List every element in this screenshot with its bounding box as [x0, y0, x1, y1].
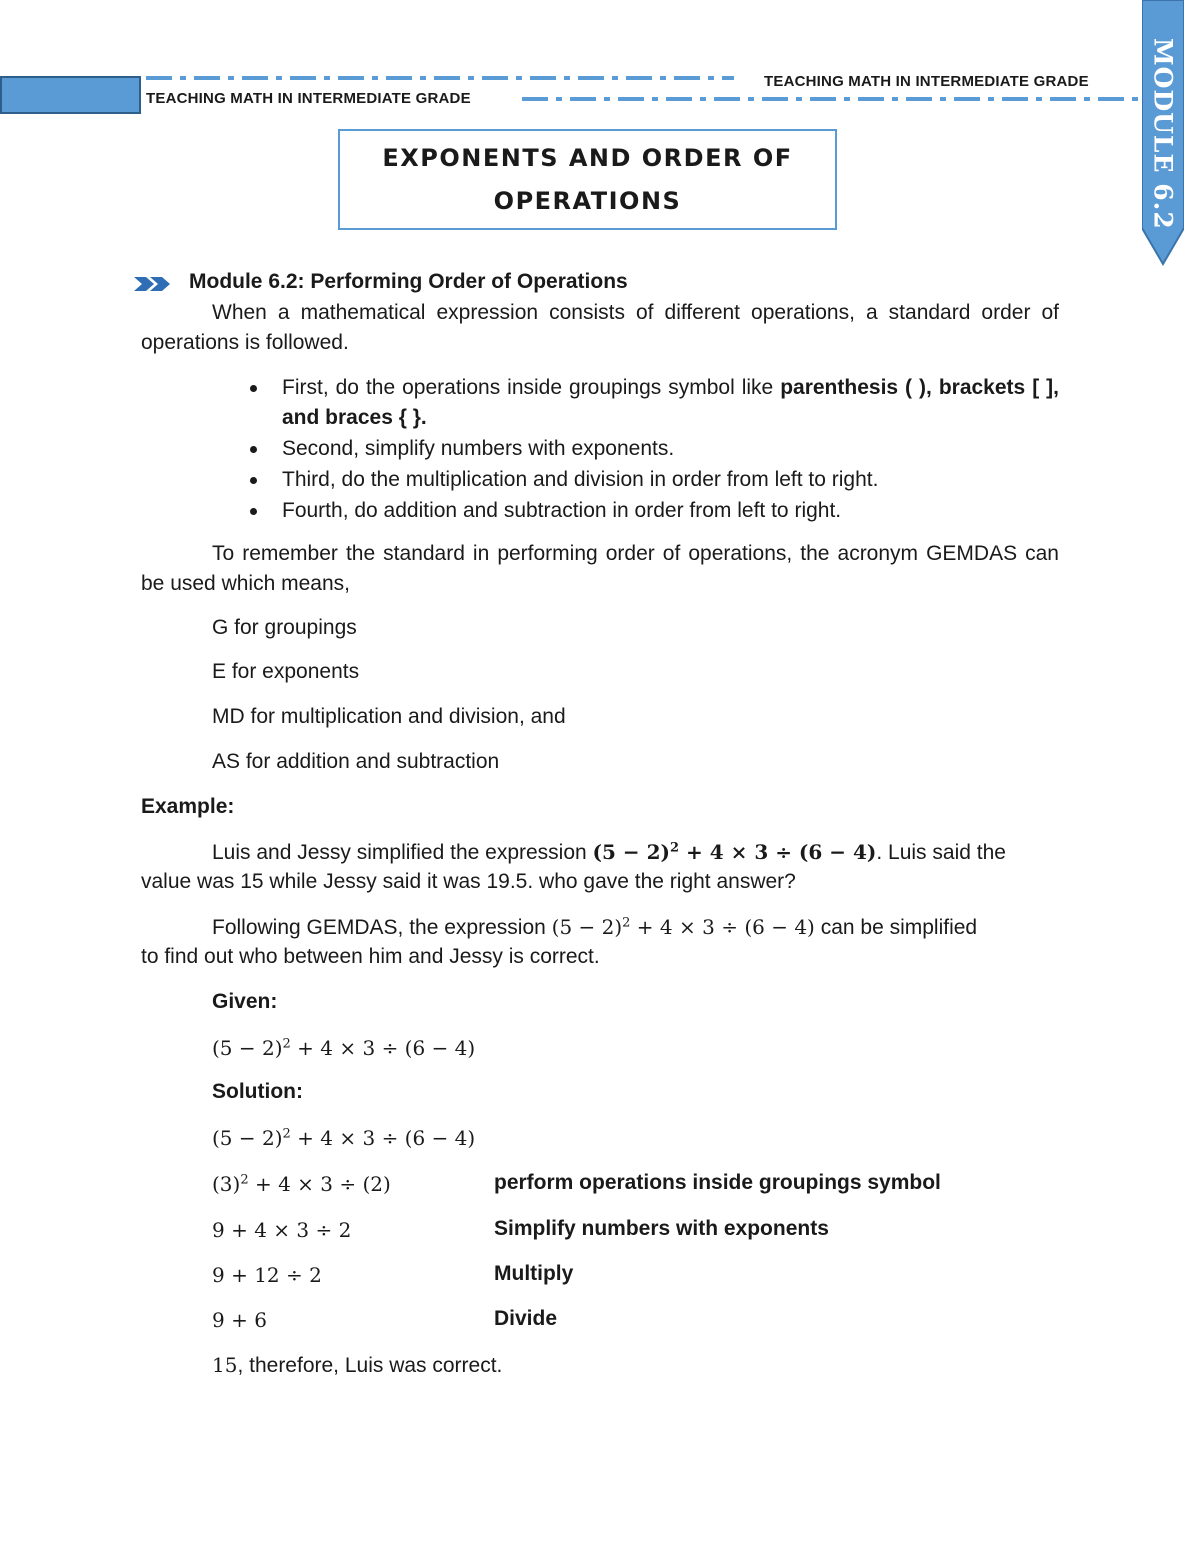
problem-expression	[593, 840, 877, 864]
header-title-left: TEACHING MATH IN INTERMEDIATE GRADE	[146, 90, 471, 107]
list-item-first	[248, 373, 1059, 433]
rule-third-text: Third, do the multiplication and division in order from left to right.	[282, 468, 879, 491]
follow-text-a: Following GEMDAS, the expression	[212, 916, 552, 939]
double-chevron-right-icon	[132, 273, 176, 295]
list-item-second	[248, 434, 1059, 464]
list-item-third	[248, 465, 1059, 495]
rule-first-text: First, do the operations inside groupings symbol like	[282, 376, 781, 399]
step-3-note: Simplify numbers with exponents	[494, 1217, 829, 1240]
expr-base: (5 − 2)	[212, 1036, 283, 1060]
conclusion-number: 15	[212, 1353, 238, 1377]
expr-rest: + 4 × 3 ÷ (6 − 4)	[630, 915, 815, 939]
title-box	[338, 129, 837, 230]
gemdas-as: AS for addition and subtraction	[212, 750, 500, 773]
solution-step-3: 9 + 4 × 3 ÷ 2	[212, 1218, 352, 1242]
rule-first-bold: parenthesis ( ), brackets [ ], and braces { }.	[282, 376, 1059, 429]
conclusion	[212, 1353, 502, 1378]
page-title-line-1: EXPONENTS AND ORDER OF	[382, 143, 793, 172]
expr-exponent: 2	[622, 915, 631, 931]
order-of-operations-list	[248, 373, 1059, 526]
intro-paragraph: When a mathematical expression consists of different operations, a standard order of operations is followed.	[141, 301, 1059, 354]
problem-text-b: . Luis said the	[876, 841, 1006, 864]
page-title	[368, 137, 808, 223]
step-expression: (5 − 2)	[212, 1126, 283, 1150]
problem-text-a: Luis and Jessy simplified the expression	[212, 841, 593, 864]
step-exponent: 2	[282, 1126, 291, 1142]
expr-rest: + 4 × 3 ÷ (6 − 4)	[679, 840, 877, 864]
header-color-block	[0, 76, 141, 114]
gemdas-intro-paragraph: To remember the standard in performing order of operations, the acronym GEMDAS can be used which means,	[141, 542, 1059, 595]
follow-expression	[552, 915, 815, 939]
page-title-line-2: OPERATIONS	[493, 186, 682, 215]
header-title-right: TEACHING MATH IN INTERMEDIATE GRADE	[764, 73, 1089, 90]
step-exponent: 2	[240, 1172, 249, 1188]
example-follow-line-1	[212, 915, 977, 940]
expr-exponent: 2	[282, 1036, 291, 1052]
solution-step-1	[212, 1126, 475, 1150]
example-heading: Example:	[141, 795, 235, 818]
bullet-icon	[250, 385, 257, 392]
solution-label: Solution:	[212, 1080, 303, 1103]
module-tab-label	[1138, 38, 1188, 238]
given-label: Given:	[212, 990, 278, 1013]
solution-step-2	[212, 1172, 391, 1196]
conclusion-text: , therefore, Luis was correct.	[237, 1354, 503, 1377]
bullet-icon	[250, 477, 257, 484]
step-expression-rest: + 4 × 3 ÷ (2)	[248, 1172, 391, 1196]
rule-fourth-text: Fourth, do addition and subtraction in order from left to right.	[282, 499, 842, 522]
example-follow-line-2: to find out who between him and Jessy is correct.	[141, 945, 600, 968]
follow-text-b: can be simplified	[814, 916, 978, 939]
expr-base: (5 − 2)	[551, 915, 623, 939]
header-dashed-line-bottom	[522, 97, 1142, 101]
expr-base: (5 − 2)	[592, 840, 670, 864]
step-expression: (3)	[212, 1172, 241, 1196]
expr-exponent: 2	[669, 840, 680, 856]
step-4-note: Multiply	[494, 1262, 574, 1285]
expr-rest: + 4 × 3 ÷ (6 − 4)	[290, 1036, 476, 1060]
gemdas-md: MD for multiplication and division, and	[212, 705, 566, 728]
step-expression-rest: + 4 × 3 ÷ (6 − 4)	[290, 1126, 476, 1150]
solution-step-4: 9 + 12 ÷ 2	[212, 1263, 322, 1287]
bullet-icon	[250, 446, 257, 453]
step-5-note: Divide	[494, 1307, 558, 1330]
bullet-icon	[250, 508, 257, 515]
rule-second-text: Second, simplify numbers with exponents.	[282, 437, 675, 460]
header-dashed-line-top	[146, 76, 734, 80]
example-problem-line-1	[212, 840, 1006, 865]
section-heading: Module 6.2: Performing Order of Operations	[189, 270, 628, 293]
module-tab-text: MODULE 6.2	[1148, 38, 1178, 230]
given-expression	[212, 1036, 475, 1060]
example-problem-line-2: value was 15 while Jessy said it was 19.5. who gave the right answer?	[141, 870, 796, 893]
list-item-fourth	[248, 496, 1059, 526]
solution-step-5: 9 + 6	[212, 1308, 267, 1332]
gemdas-e: E for exponents	[212, 660, 360, 683]
step-2-note: perform operations inside groupings symbol	[494, 1171, 941, 1194]
gemdas-g: G for groupings	[212, 616, 357, 639]
